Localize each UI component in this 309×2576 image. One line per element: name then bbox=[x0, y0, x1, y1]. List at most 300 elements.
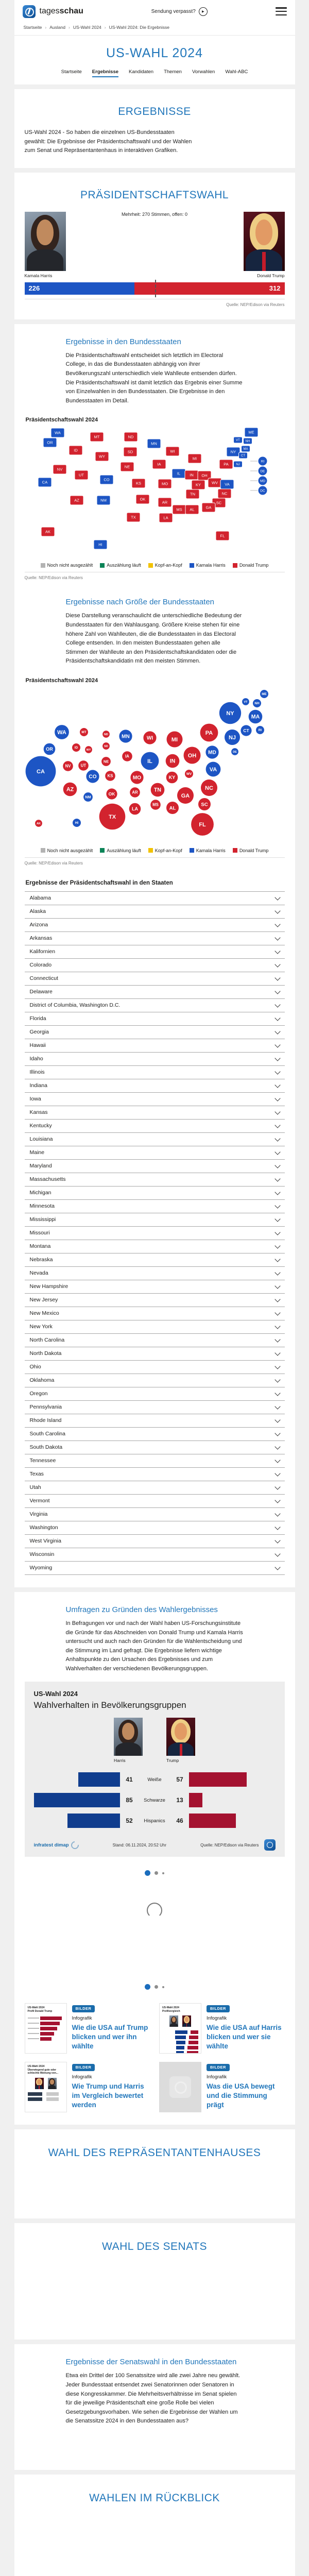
state-label-RI: RI bbox=[261, 460, 264, 464]
bubble-label-AR: AR bbox=[131, 790, 138, 795]
state-label-ME: ME bbox=[248, 430, 254, 435]
ergebnisse-text: US-Wahl 2024 - So haben die einzelnen US-Bundesstaaten gewählt: Die Ergebnisse der Präsidentschaftswahl und der Wahlen zum Senat und Repräsentantenhaus in interaktiven Grafiken. bbox=[24, 129, 192, 154]
state-accordion-row[interactable] bbox=[25, 1414, 285, 1428]
bubble-label-KS: KS bbox=[107, 773, 113, 778]
chevron-down-icon bbox=[274, 1002, 280, 1007]
bubble-label-IN: IN bbox=[169, 758, 175, 765]
state-accordion-label: District of Columbia, Washington D.C. bbox=[29, 1002, 121, 1009]
bubble-label-ID: ID bbox=[74, 746, 78, 750]
state-accordion-row[interactable] bbox=[25, 1521, 285, 1535]
bubble-label-IL: IL bbox=[147, 758, 152, 765]
tab-ergebnisse[interactable]: Ergebnisse bbox=[92, 69, 118, 77]
state-accordion-label: Kansas bbox=[29, 1109, 48, 1116]
umfragen-text: In Befragungen vor und nach der Wahl haben US-Forschungsinstitute die Gründe für das Abschneiden von Donald Trump und Kamala Harris untersucht und auch nach den Gründen für die Wahlentscheidung und die Stimmung im Land gefragt. Die Ergebnisse liefern wichtige Anhaltspunkte zu den Ursachen des Ergebnisses und zum Wahlverhalten der verschiedenen Bevölkerungsgruppen. bbox=[65, 1620, 243, 1672]
legend-swatch bbox=[41, 848, 45, 853]
state-accordion-label: Nebraska bbox=[29, 1257, 53, 1263]
chevron-down-icon bbox=[274, 1310, 280, 1315]
dot-3[interactable] bbox=[162, 1986, 164, 1988]
tab-themen[interactable]: Themen bbox=[164, 69, 182, 75]
bubblemap-legend bbox=[25, 848, 285, 853]
dot-active[interactable] bbox=[145, 1870, 150, 1876]
widget-source: Quelle: NEP/Edison via Reuters bbox=[200, 1842, 259, 1848]
state-accordion-row[interactable] bbox=[25, 1562, 285, 1575]
tab-bar bbox=[14, 69, 295, 84]
widget-harris bbox=[114, 1718, 143, 1763]
bubble-label-CT: CT bbox=[243, 727, 249, 733]
majority-label: Mehrheit: 270 Stimmen, offen: 0 bbox=[122, 211, 187, 217]
loading-spinner-icon bbox=[147, 1903, 162, 1918]
teaser-item[interactable] bbox=[25, 2003, 150, 2054]
state-accordion-row[interactable] bbox=[25, 892, 285, 905]
state-accordion-row[interactable] bbox=[25, 1066, 285, 1079]
chevron-down-icon bbox=[274, 1055, 280, 1061]
state-accordion-row[interactable] bbox=[25, 919, 285, 932]
bubblemap-source: Quelle: NEP/Edison via Reuters bbox=[25, 857, 285, 866]
candidates-row bbox=[25, 212, 285, 278]
state-accordion-row[interactable] bbox=[25, 1133, 285, 1146]
bubble-label-ND: ND bbox=[104, 733, 108, 736]
state-accordion-row[interactable] bbox=[25, 1146, 285, 1160]
bubble-label-LA: LA bbox=[131, 806, 138, 812]
state-label-NE: NE bbox=[124, 464, 130, 469]
state-label-MI: MI bbox=[192, 456, 197, 461]
state-accordion-label: Iowa bbox=[29, 1096, 41, 1103]
demographics-row bbox=[34, 1810, 276, 1831]
state-accordion-label: Maryland bbox=[29, 1163, 52, 1170]
state-accordion-row[interactable] bbox=[25, 905, 285, 919]
legend-item bbox=[41, 848, 93, 853]
breadcrumb-item[interactable]: US-Wahl 2024: Die Ergebnisse bbox=[109, 25, 169, 30]
state-accordion-row[interactable] bbox=[25, 1267, 285, 1280]
state-accordion-row[interactable] bbox=[25, 932, 285, 945]
bilder-badge: BILDER bbox=[207, 2064, 230, 2071]
bubble-label-AL: AL bbox=[169, 805, 176, 811]
state-label-AR: AR bbox=[162, 500, 167, 505]
chevron-down-icon bbox=[274, 948, 280, 954]
chevron-down-icon bbox=[274, 1015, 280, 1021]
legend-label: Kopf-an-Kopf bbox=[154, 563, 182, 568]
state-accordion-row[interactable] bbox=[25, 1481, 285, 1495]
state-accordion-label: Indiana bbox=[29, 1082, 47, 1089]
dot-3[interactable] bbox=[162, 1872, 164, 1874]
teaser-title[interactable]: Wie die USA auf Trump blicken und wer ihn wählte bbox=[72, 2024, 148, 2050]
state-accordion-row[interactable] bbox=[25, 1012, 285, 1026]
state-label-LA: LA bbox=[163, 515, 168, 520]
state-accordion-row[interactable] bbox=[25, 1294, 285, 1307]
bubble-label-TX: TX bbox=[108, 814, 116, 820]
breadcrumb-item[interactable]: US-Wahl 2024 bbox=[73, 25, 101, 30]
bubble-label-MN: MN bbox=[121, 734, 130, 740]
states-accordion bbox=[25, 891, 285, 1575]
teaser-title[interactable]: Wie die USA auf Harris blicken und wer sie wählte bbox=[207, 2024, 282, 2050]
praesidentschaftswahl-card bbox=[14, 173, 295, 319]
state-accordion-row[interactable] bbox=[25, 1334, 285, 1347]
legend-item bbox=[190, 563, 226, 568]
legend-swatch bbox=[233, 848, 237, 853]
state-accordion-label: North Dakota bbox=[29, 1350, 62, 1357]
bubble-label-PA: PA bbox=[205, 730, 213, 736]
header-card bbox=[14, 0, 295, 84]
breadcrumb-separator: › bbox=[104, 25, 106, 30]
legend-item bbox=[148, 848, 182, 853]
state-accordion-row[interactable] bbox=[25, 1441, 285, 1454]
bubble-cartogram-map[interactable] bbox=[25, 688, 285, 840]
harris-bar bbox=[34, 1793, 121, 1807]
state-accordion-label: Idaho bbox=[29, 1056, 43, 1062]
state-accordion-row[interactable] bbox=[25, 1548, 285, 1562]
bubble-label-VA: VA bbox=[209, 766, 217, 773]
chevron-down-icon bbox=[274, 1189, 280, 1195]
state-accordion-label: Tennessee bbox=[29, 1458, 56, 1464]
state-accordion-label: South Carolina bbox=[29, 1431, 65, 1437]
state-accordion-row[interactable] bbox=[25, 1227, 285, 1240]
chevron-down-icon bbox=[274, 1511, 280, 1516]
state-accordion-label: Montana bbox=[29, 1243, 51, 1250]
teaser-kicker: Infografik bbox=[207, 2015, 227, 2022]
state-label-PA: PA bbox=[223, 462, 229, 467]
bubble-label-VT: VT bbox=[243, 700, 248, 704]
legend-item bbox=[41, 563, 93, 568]
legend-swatch bbox=[190, 563, 194, 568]
state-accordion-label: Michigan bbox=[29, 1190, 52, 1196]
umfragen-heading: Umfragen zu Gründen des Wahlergebnisses bbox=[65, 1605, 218, 1614]
missed-label: Sendung verpasst? bbox=[151, 8, 196, 14]
rueckblick-card bbox=[14, 2475, 295, 2576]
state-accordion-row[interactable] bbox=[25, 959, 285, 972]
legend-swatch bbox=[100, 563, 105, 568]
legend-swatch bbox=[100, 848, 105, 853]
carousel-dots[interactable] bbox=[25, 1870, 285, 1876]
legend-item bbox=[100, 848, 141, 853]
state-accordion-label: Illinois bbox=[29, 1069, 45, 1076]
state-label-ID: ID bbox=[73, 448, 78, 453]
ergebnisse-title: ERGEBNISSE bbox=[118, 106, 191, 117]
state-label-VA: VA bbox=[224, 482, 230, 487]
state-accordion-row[interactable] bbox=[25, 1508, 285, 1521]
trump-bar bbox=[189, 1793, 202, 1807]
chevron-down-icon bbox=[274, 1176, 280, 1181]
tab-kandidaten[interactable]: Kandidaten bbox=[129, 69, 154, 75]
state-accordion-row[interactable] bbox=[25, 1039, 285, 1053]
state-label-HI: HI bbox=[98, 542, 102, 547]
state-accordion-label: South Dakota bbox=[29, 1444, 63, 1451]
state-accordion-row[interactable] bbox=[25, 1387, 285, 1401]
state-accordion-label: West Virginia bbox=[29, 1538, 61, 1545]
bubble-label-KY: KY bbox=[168, 775, 175, 781]
state-label-NM: NM bbox=[100, 498, 107, 503]
harris-name: Kamala Harris bbox=[24, 273, 53, 278]
chevron-down-icon bbox=[274, 1296, 280, 1302]
state-accordion-label: Vermont bbox=[29, 1498, 50, 1504]
ergebnisse-card bbox=[14, 89, 295, 168]
state-accordion-row[interactable] bbox=[25, 1120, 285, 1133]
chevron-down-icon bbox=[274, 1551, 280, 1556]
bubble-label-OR: OR bbox=[45, 747, 53, 752]
state-accordion-label: Alaska bbox=[29, 908, 46, 915]
breadcrumb-separator: › bbox=[68, 25, 70, 30]
legend-item bbox=[148, 563, 182, 568]
bubble-label-OK: OK bbox=[108, 791, 115, 796]
teaser-thumbnail bbox=[159, 2062, 201, 2112]
state-accordion-label: Minnesota bbox=[29, 1203, 55, 1210]
state-label-WV: WV bbox=[211, 480, 218, 485]
teaser-kicker: Infografik bbox=[207, 2074, 227, 2080]
bubble-label-UT: UT bbox=[80, 763, 86, 768]
statemap-legend bbox=[25, 563, 285, 568]
tab-wahl-abc[interactable]: Wahl-ABC bbox=[225, 69, 248, 75]
statemap-chart-label: Präsidentschaftswahl 2024 bbox=[25, 417, 98, 423]
bubble-label-NH: NH bbox=[254, 702, 260, 706]
state-accordion-row[interactable] bbox=[25, 1053, 285, 1066]
state-label-NJ: NJ bbox=[235, 463, 240, 467]
state-label-AK: AK bbox=[45, 529, 50, 534]
ard-globe-watermark-icon bbox=[169, 2076, 191, 2098]
state-accordion-label: Pennsylvania bbox=[29, 1404, 62, 1411]
bubble-label-IA: IA bbox=[125, 754, 129, 759]
teaser-item[interactable] bbox=[159, 2062, 285, 2112]
tagesschau-logo-icon bbox=[23, 5, 36, 18]
chevron-down-icon bbox=[274, 1430, 280, 1436]
state-label-OR: OR bbox=[46, 440, 53, 445]
bubblemap-chart-label: Präsidentschaftswahl 2024 bbox=[25, 677, 98, 684]
bubble-label-FL: FL bbox=[198, 821, 206, 828]
state-accordion-label: Kalifornien bbox=[29, 948, 56, 955]
chevron-down-icon bbox=[274, 1457, 280, 1463]
state-label-NV: NV bbox=[57, 467, 62, 472]
senatswahl-card bbox=[14, 2344, 295, 2470]
state-accordion-row[interactable] bbox=[25, 1454, 285, 1468]
umfragen-card bbox=[14, 1592, 295, 2125]
tab-vorwahlen[interactable]: Vorwahlen bbox=[192, 69, 215, 75]
state-label-IL: IL bbox=[177, 471, 180, 476]
state-accordion-row[interactable] bbox=[25, 1495, 285, 1508]
menu-icon[interactable] bbox=[276, 7, 287, 15]
state-accordion-row[interactable] bbox=[25, 1307, 285, 1320]
teaser-grid bbox=[25, 2003, 285, 2112]
chevron-down-icon bbox=[274, 1149, 280, 1155]
bubble-label-MT: MT bbox=[81, 731, 87, 735]
state-accordion-row[interactable] bbox=[25, 1106, 285, 1120]
praesidentschaftswahl-title: PRÄSIDENTSCHAFTSWAHL bbox=[80, 189, 229, 201]
state-accordion-row[interactable] bbox=[25, 1401, 285, 1414]
state-label-MT: MT bbox=[94, 434, 99, 439]
state-accordion-row[interactable] bbox=[25, 1468, 285, 1481]
state-label-SD: SD bbox=[127, 449, 133, 454]
breadcrumb-item[interactable]: Ausland bbox=[49, 25, 65, 30]
teaser-title[interactable]: Was die USA bewegt und die Stimmung prägt bbox=[207, 2082, 275, 2109]
state-label-MA: MA bbox=[243, 448, 248, 451]
states-accordion-title: Ergebnisse der Präsidentschaftswahl in den Staaten bbox=[25, 879, 173, 886]
state-accordion-row[interactable] bbox=[25, 1173, 285, 1187]
state-label-MD: MD bbox=[260, 479, 265, 483]
legend-swatch bbox=[148, 848, 153, 853]
bubble-label-WV: WV bbox=[186, 772, 192, 776]
chevron-down-icon bbox=[274, 975, 280, 980]
chevron-down-icon bbox=[274, 1122, 280, 1128]
bubble-label-GA: GA bbox=[181, 792, 190, 799]
state-accordion-row[interactable] bbox=[25, 1026, 285, 1039]
state-accordion-row[interactable] bbox=[25, 1320, 285, 1334]
chevron-down-icon bbox=[274, 1069, 280, 1074]
state-label-VT: VT bbox=[235, 439, 240, 443]
state-label-MN: MN bbox=[150, 441, 157, 446]
dot-active[interactable] bbox=[145, 1984, 150, 1990]
state-choropleth-map[interactable] bbox=[25, 427, 285, 555]
widget-footer bbox=[34, 1839, 276, 1851]
legend-label: Kamala Harris bbox=[196, 848, 226, 853]
ard-app-icon bbox=[264, 1839, 276, 1851]
chevron-down-icon bbox=[274, 1216, 280, 1222]
state-accordion-row[interactable] bbox=[25, 1187, 285, 1200]
legend-swatch bbox=[233, 563, 237, 568]
chevron-down-icon bbox=[274, 1444, 280, 1449]
trump-value: 13 bbox=[176, 1797, 183, 1804]
state-accordion-row[interactable] bbox=[25, 1213, 285, 1227]
state-accordion-label: Maine bbox=[29, 1149, 45, 1156]
chevron-down-icon bbox=[274, 894, 280, 900]
state-accordion-label: Florida bbox=[29, 1015, 46, 1022]
state-accordion-label: Connecticut bbox=[29, 975, 58, 982]
widget-trump bbox=[166, 1718, 195, 1763]
state-accordion-label: Massachusetts bbox=[29, 1176, 66, 1183]
bubble-label-MA: MA bbox=[251, 714, 260, 720]
chevron-down-icon bbox=[274, 1403, 280, 1409]
state-label-CA: CA bbox=[42, 480, 47, 485]
statemap-text: Die Präsidentschaftswahl entscheidet sich letztlich im Electoral College, in das die Bundesstaaten abhängig von ihrer Bevölkerungszahl unterschiedlich viele Wahlleute entsenden dürfen. Die Präsidentschaftswahl ist damit letztlich das Ergebnis einer Summe von Einzelwahlen in den Bundesstaaten. Die Ergebnisse in den Bundesstaaten im Detail. bbox=[65, 352, 243, 404]
state-accordion-row[interactable] bbox=[25, 1240, 285, 1253]
state-accordion-label: New York bbox=[29, 1324, 53, 1330]
bubble-label-NJ: NJ bbox=[228, 734, 236, 741]
state-accordion-row[interactable] bbox=[25, 1093, 285, 1106]
state-label-GA: GA bbox=[205, 505, 211, 510]
trump-value: 46 bbox=[176, 1817, 183, 1825]
harris-value: 52 bbox=[126, 1817, 133, 1825]
state-accordion-row[interactable] bbox=[25, 1361, 285, 1374]
senat-card bbox=[14, 2223, 295, 2340]
teaser-item[interactable] bbox=[25, 2062, 150, 2112]
teaser-thumbnail: US-Wahl 2024 Überwiegend gute oder schlechte Meinung von... bbox=[25, 2062, 67, 2112]
breadcrumb-item[interactable]: Startseite bbox=[23, 25, 42, 30]
topbar bbox=[14, 0, 295, 23]
bubblemap-heading: Ergebnisse nach Größe der Bundesstaaten bbox=[65, 598, 215, 607]
state-label-UT: UT bbox=[78, 472, 84, 478]
widget-kicker: US-Wahl 2024 bbox=[33, 1690, 78, 1698]
repraesentantenhaus-card bbox=[14, 2129, 295, 2218]
state-accordion-row[interactable] bbox=[25, 1079, 285, 1093]
bubble-label-ME: ME bbox=[261, 692, 267, 697]
state-accordion-row[interactable] bbox=[25, 1535, 285, 1548]
category-label: Weiße bbox=[147, 1776, 162, 1783]
legend-swatch bbox=[148, 563, 153, 568]
brand[interactable] bbox=[23, 5, 83, 18]
missed-broadcast-link[interactable] bbox=[151, 7, 208, 16]
state-accordion-label: Wyoming bbox=[29, 1565, 53, 1571]
statemap-source: Quelle: NEP/Edison via Reuters bbox=[25, 572, 285, 580]
legend-item bbox=[233, 563, 269, 568]
state-accordion-label: Colorado bbox=[29, 962, 52, 969]
chevron-down-icon bbox=[274, 1082, 280, 1088]
chevron-down-icon bbox=[274, 1484, 280, 1489]
bubble-label-NY: NY bbox=[226, 710, 234, 717]
source-note: Quelle: NEP/Edison via Reuters bbox=[25, 299, 285, 307]
bubble-label-MD: MD bbox=[208, 750, 216, 756]
state-label-KY: KY bbox=[195, 482, 201, 487]
legend-label: Kamala Harris bbox=[196, 563, 226, 568]
state-accordion-row[interactable] bbox=[25, 1200, 285, 1213]
state-label-TN: TN bbox=[190, 492, 195, 497]
state-label-MS: MS bbox=[176, 507, 182, 512]
harris-votes-segment: 226 bbox=[25, 282, 134, 295]
breadcrumb-separator: › bbox=[45, 25, 47, 30]
teaser-title[interactable]: Wie Trump und Harris im Vergleich bewertet werden bbox=[72, 2082, 144, 2109]
chevron-down-icon bbox=[274, 1269, 280, 1275]
state-accordion-row[interactable] bbox=[25, 1347, 285, 1361]
state-accordion-label: Nevada bbox=[29, 1270, 48, 1277]
state-label-NY: NY bbox=[230, 449, 236, 454]
bilder-badge: BILDER bbox=[72, 2005, 95, 2012]
tab-startseite[interactable]: Startseite bbox=[61, 69, 82, 75]
state-accordion-row[interactable] bbox=[25, 1253, 285, 1267]
state-accordion-label: Ohio bbox=[29, 1364, 41, 1370]
majority-tick bbox=[155, 280, 156, 297]
state-accordion-label: Oklahoma bbox=[29, 1377, 55, 1384]
bubble-label-WI: WI bbox=[146, 735, 153, 741]
legend-label: Auszählung läuft bbox=[107, 563, 141, 568]
bubble-label-AK: AK bbox=[36, 822, 41, 825]
legend-label: Kopf-an-Kopf bbox=[154, 848, 182, 853]
candidate-harris bbox=[25, 212, 66, 278]
state-label-TX: TX bbox=[130, 515, 136, 520]
carousel-dots-2[interactable] bbox=[25, 1984, 285, 1990]
state-accordion-row[interactable] bbox=[25, 1280, 285, 1294]
state-accordion-label: Kentucky bbox=[29, 1123, 52, 1129]
state-accordion-label: Oregon bbox=[29, 1391, 48, 1397]
chevron-down-icon bbox=[274, 1283, 280, 1289]
chevron-down-icon bbox=[274, 1109, 280, 1114]
bubble-label-CA: CA bbox=[36, 768, 45, 775]
teaser-item[interactable] bbox=[159, 2003, 285, 2054]
dot-2[interactable] bbox=[154, 1871, 158, 1875]
state-accordion-label: Mississippi bbox=[29, 1216, 56, 1223]
bubble-label-HI: HI bbox=[75, 821, 78, 825]
state-accordion-label: Washington bbox=[29, 1524, 58, 1531]
state-accordion-label: Delaware bbox=[29, 989, 53, 995]
state-accordion-row[interactable] bbox=[25, 1428, 285, 1441]
bubble-label-MI: MI bbox=[171, 736, 178, 743]
trump-name: Donald Trump bbox=[257, 273, 285, 278]
bundesstaaten-card bbox=[14, 324, 295, 1587]
chevron-down-icon bbox=[274, 1162, 280, 1168]
legend-item bbox=[100, 563, 141, 568]
category-label: Schwarze bbox=[144, 1797, 165, 1803]
chevron-down-icon bbox=[274, 1564, 280, 1570]
legend-item bbox=[233, 848, 269, 853]
state-label-DC: DC bbox=[260, 489, 265, 493]
state-accordion-row[interactable] bbox=[25, 945, 285, 959]
rueckblick-title: WAHLEN IM RÜCKBLICK bbox=[89, 2492, 220, 2504]
widget-stand: Stand: 06.11.2024, 20:52 Uhr bbox=[112, 1842, 167, 1848]
state-accordion-row[interactable] bbox=[25, 1374, 285, 1387]
state-label-MO: MO bbox=[161, 481, 168, 486]
state-accordion-row[interactable] bbox=[25, 972, 285, 986]
state-accordion-row[interactable] bbox=[25, 999, 285, 1012]
demographics-rows bbox=[34, 1769, 276, 1831]
state-accordion-row[interactable] bbox=[25, 986, 285, 999]
state-accordion-row[interactable] bbox=[25, 1160, 285, 1173]
teaser-kicker: Infografik bbox=[72, 2074, 92, 2080]
dot-2[interactable] bbox=[154, 1985, 158, 1989]
chevron-down-icon bbox=[274, 935, 280, 940]
